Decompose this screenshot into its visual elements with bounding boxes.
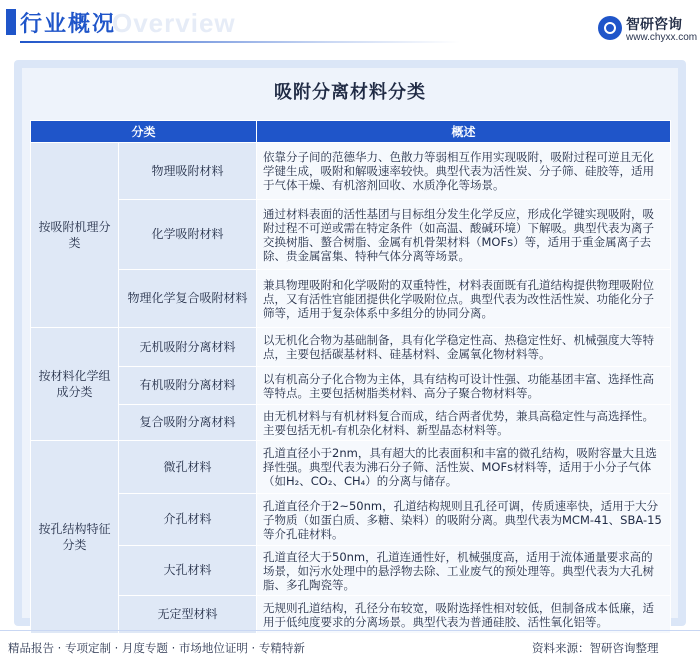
title-underline [20, 41, 460, 43]
page-title-en: Overview [112, 8, 236, 38]
header-category: 分类 [31, 121, 257, 143]
table-row [31, 405, 671, 441]
group-category: 按材料化学组成分类 [31, 328, 119, 441]
brand-url: www.chyxx.com [626, 32, 698, 43]
page-header [0, 0, 700, 56]
title-accent-bar [6, 9, 16, 35]
row-description: 以无机化合物为基础制备，具有化学稳定性高、热稳定性好、机械强度大等特点，主要包括碳基材料、硅基材料、金属氧化物材料等。 [257, 328, 671, 367]
row-name: 微孔材料 [119, 441, 257, 494]
page-footer [0, 630, 700, 664]
row-name: 无机吸附分离材料 [119, 328, 257, 367]
group-category: 按吸附机理分类 [31, 143, 119, 328]
table-title: 吸附分离材料分类 [274, 82, 426, 103]
brand-icon [598, 16, 622, 40]
group-category: 按孔结构特征分类 [31, 441, 119, 634]
table-row [31, 270, 671, 328]
table-row [31, 441, 671, 494]
table-row [31, 494, 671, 546]
row-description: 孔道直径大于50nm，孔道连通性好，机械强度高，适用于流体通量要求高的场景，如污水处理中的悬浮物去除、工业废气的预处理等。典型代表为大孔树脂、多孔陶瓷等。 [257, 546, 671, 596]
table-row [31, 328, 671, 367]
table-row [31, 367, 671, 405]
row-name: 无定型材料 [119, 596, 257, 634]
row-description: 孔道直径小于2nm，具有超大的比表面积和丰富的微孔结构，吸附容量大且选择性强。典型代表为沸石分子筛、活性炭、MOFs材料等，适用于小分子气体（如H₂、CO₂、CH₄）的分离与储存。 [257, 441, 671, 494]
row-description: 孔道直径介于2~50nm，孔道结构规则且孔径可调，传质速率快，适用于大分子物质（如蛋白质、多糖、染料）的吸附分离。典型代表为MCM-41、SBA-15等介孔硅材料。 [257, 494, 671, 546]
table-header-row [31, 121, 671, 143]
brand-logo [598, 10, 698, 50]
row-description: 由无机材料与有机材料复合而成，结合两者优势，兼具高稳定性与高选择性。主要包括无机-有机杂化材料、新型晶态材料等。 [257, 405, 671, 441]
row-name: 复合吸附分离材料 [119, 405, 257, 441]
table-row [31, 596, 671, 634]
row-description: 兼具物理吸附和化学吸附的双重特性，材料表面既有孔道结构提供物理吸附位点，又有活性官能团提供化学吸附位点。典型代表为改性活性炭、功能化分子筛等，适用于复杂体系中多组分的协同分离。 [257, 270, 671, 328]
row-description: 无规则孔道结构，孔径分布较宽，吸附选择性相对较低，但制备成本低廉，适用于低纯度要求的分离场景。典型代表为普通硅胶、活性氧化铝等。 [257, 596, 671, 634]
table-card [22, 68, 678, 629]
classification-table [30, 120, 671, 634]
footer-source: 资料来源：智研咨询整理 [532, 641, 659, 655]
row-name: 介孔材料 [119, 494, 257, 546]
table-row [31, 546, 671, 596]
table-row [31, 200, 671, 270]
content-panel [14, 60, 686, 629]
brand-name: 智研咨询 [626, 17, 682, 33]
row-description: 依靠分子间的范德华力、色散力等弱相互作用实现吸附，吸附过程可逆且无化学键生成，吸附和解吸速率较快。典型代表为活性炭、分子筛、硅胶等，适用于气体干燥、有机溶剂回收、水质净化等场景。 [257, 143, 671, 200]
row-name: 化学吸附材料 [119, 200, 257, 270]
page-title: 行业概况 [20, 11, 117, 37]
footer-services: 精品报告 · 专项定制 · 月度专题 · 市场地位证明 · 专精特新 [8, 641, 305, 655]
row-name: 大孔材料 [119, 546, 257, 596]
table-row [31, 143, 671, 200]
header-description: 概述 [257, 121, 671, 143]
row-description: 以有机高分子化合物为主体，具有结构可设计性强、功能基团丰富、选择性高等特点。主要包括树脂类材料、高分子聚合物材料等。 [257, 367, 671, 405]
row-description: 通过材料表面的活性基团与目标组分发生化学反应，形成化学键实现吸附，吸附过程不可逆或需在特定条件（如高温、酸碱环境）下解吸。典型代表为离子交换树脂、螯合树脂、金属有机骨架材料（MOFs）等，适用于重金属离子去除、贵金属富集、特种气体分离等场景。 [257, 200, 671, 270]
row-name: 物理吸附材料 [119, 143, 257, 200]
row-name: 有机吸附分离材料 [119, 367, 257, 405]
row-name: 物理化学复合吸附材料 [119, 270, 257, 328]
footer-divider [0, 630, 700, 631]
